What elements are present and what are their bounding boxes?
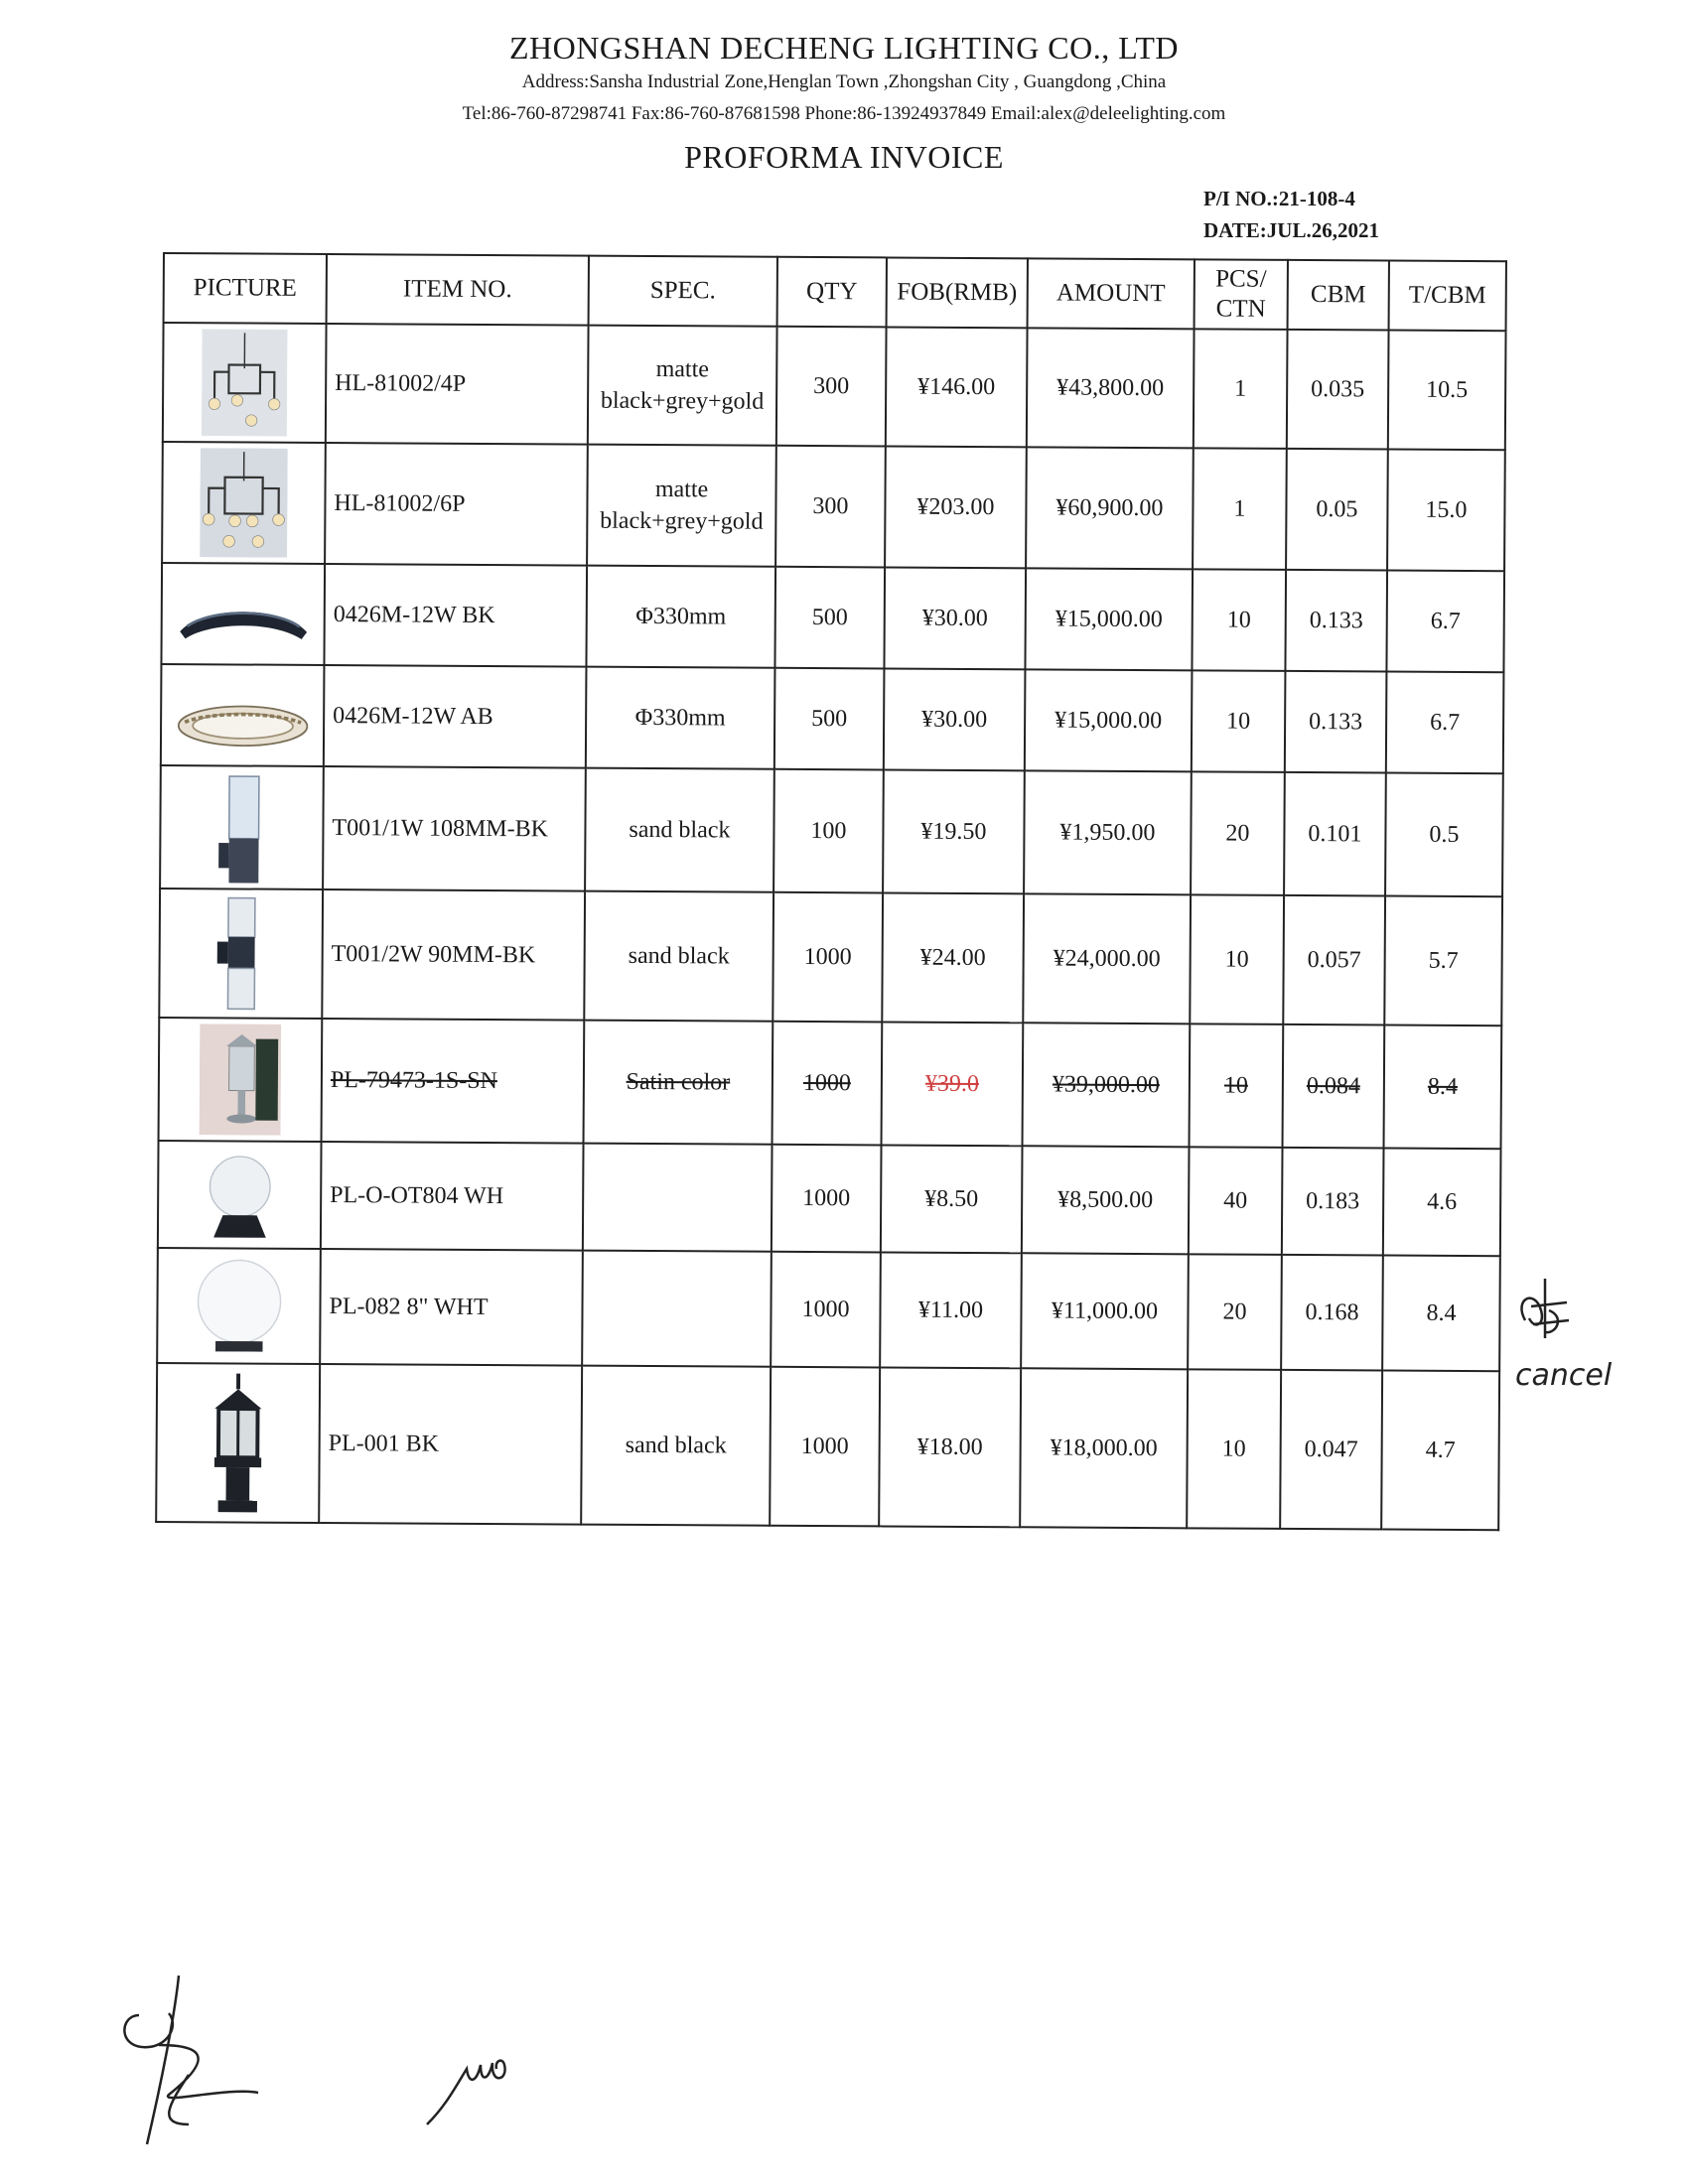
product-picture (162, 442, 326, 564)
amount-cell (1023, 1023, 1191, 1147)
cbm-cell (1285, 570, 1387, 672)
spec-cell (586, 566, 775, 668)
pcs-ctn-cell (1192, 569, 1286, 671)
company-contact: Tel:86-760-87298741 Fax:86-760-87681598 Phone:86-13924937849 Email:alex@deleelighting.com (462, 103, 1226, 124)
header-tcbm: T/CBM (1389, 261, 1506, 332)
fob-cell (885, 446, 1027, 568)
tcbm-cell (1384, 896, 1502, 1026)
item-no-cell (320, 1249, 583, 1366)
fob-cell-text: ¥30.00 (921, 706, 988, 733)
fob-cell (880, 1252, 1022, 1368)
company-address: Address:Sansha Industrial Zone,Henglan Town ,Zhongshan City , Guangdong ,China (521, 71, 1167, 92)
amount-cell (1023, 893, 1191, 1024)
qty-cell-text: 300 (812, 492, 849, 519)
fob-cell-text: ¥24.00 (919, 944, 986, 971)
tcbm-cell-text: 6.7 (1430, 709, 1461, 736)
fob-cell-text: ¥203.00 (916, 493, 995, 520)
cbm-cell-text: 0.168 (1305, 1298, 1359, 1325)
product-picture (157, 1248, 321, 1364)
header-item-no: ITEM NO. (327, 254, 589, 326)
product-picture (163, 323, 327, 443)
tcbm-cell (1387, 450, 1505, 572)
tcbm-cell (1386, 672, 1504, 774)
header-cbm: CBM (1288, 260, 1389, 331)
fob-cell (879, 1367, 1021, 1527)
pcs-ctn-cell-text: 10 (1224, 946, 1249, 973)
product-picture (160, 765, 324, 889)
pi-number: P/I NO.:21-108-4 (1203, 187, 1355, 210)
item-no-cell (319, 1364, 582, 1525)
item-no-cell-text: PL-O-OT804 WH (330, 1181, 504, 1209)
spec-line-1: Φ330mm (634, 704, 726, 732)
item-no-cell-text: 0426M-12W BK (333, 601, 495, 628)
cbm-cell (1283, 895, 1385, 1025)
cbm-cell-text: 0.057 (1307, 946, 1361, 973)
table-row (160, 765, 1503, 896)
fob-cell-text: ¥18.00 (916, 1433, 983, 1460)
globe-lamp-black-base-icon (200, 1147, 279, 1242)
spec-line-1: sand black (628, 942, 730, 970)
qty-cell (773, 1022, 883, 1146)
amount-cell (1026, 447, 1194, 569)
pcs-ctn-cell-text: 10 (1226, 607, 1251, 633)
pcs-ctn-cell (1189, 1147, 1283, 1255)
amount-cell-text: ¥15,000.00 (1055, 605, 1163, 632)
amount-cell-text: ¥18,000.00 (1050, 1433, 1158, 1461)
chandelier-6-light-icon (200, 448, 288, 558)
spec-cell (588, 326, 777, 446)
item-no-cell-text: PL-79473-1S-SN (330, 1066, 498, 1094)
table-row (158, 1141, 1501, 1256)
qty-cell (773, 892, 883, 1023)
fob-cell-text: ¥146.00 (917, 373, 996, 400)
fob-cell (883, 769, 1025, 893)
item-no-cell (322, 889, 585, 1021)
cbm-cell (1286, 449, 1388, 571)
amount-cell-text: ¥8,500.00 (1057, 1186, 1154, 1213)
tcbm-cell-text: 0.5 (1429, 821, 1460, 848)
tcbm-cell (1388, 331, 1506, 451)
cbm-cell (1282, 1148, 1384, 1256)
item-no-cell-text: T001/1W 108MM-BK (332, 814, 549, 842)
cbm-cell-text: 0.133 (1309, 607, 1363, 633)
cbm-cell-text: 0.05 (1316, 495, 1358, 522)
product-picture (161, 563, 325, 665)
document-title: PROFORMA INVOICE (684, 139, 1004, 175)
pillar-lamp-icon (200, 1024, 282, 1135)
fob-cell-text: ¥30.00 (921, 605, 988, 631)
spec-line-1: sand black (625, 1432, 727, 1459)
amount-cell-text: ¥39,000.00 (1052, 1070, 1160, 1098)
item-no-cell (324, 665, 587, 768)
spec-cell (582, 1251, 772, 1367)
header-qty: QTY (777, 257, 887, 328)
qty-cell (772, 1145, 882, 1253)
tcbm-cell (1385, 773, 1503, 897)
item-no-cell-text: HL-81002/6P (334, 489, 466, 517)
amount-cell-text: ¥24,000.00 (1053, 944, 1161, 972)
pcs-ctn-cell (1192, 670, 1286, 772)
header-amount: AMOUNT (1028, 258, 1195, 329)
item-no-cell (325, 443, 588, 566)
wall-lamp-double-icon (198, 894, 285, 1013)
tcbm-cell (1384, 1025, 1502, 1150)
cbm-cell-text: 0.133 (1309, 708, 1363, 735)
cbm-cell (1287, 330, 1389, 450)
item-no-cell (322, 1019, 585, 1144)
qty-cell (776, 327, 887, 447)
amount-cell (1021, 1253, 1189, 1369)
amount-cell-text: ¥1,950.00 (1059, 819, 1156, 846)
item-no-cell-text: PL-001 BK (328, 1430, 440, 1457)
pcs-ctn-cell-text: 1 (1233, 495, 1246, 522)
pcs-ctn-cell-text: 20 (1222, 1298, 1247, 1325)
item-no-cell (323, 766, 586, 891)
table-row (156, 1363, 1499, 1530)
invoice-table (155, 252, 1507, 1531)
fob-cell (884, 567, 1026, 669)
tcbm-cell (1386, 571, 1504, 673)
fob-cell-text: ¥19.50 (920, 818, 987, 845)
tcbm-cell-text: 4.7 (1425, 1436, 1456, 1463)
spec-line-2: black+grey+gold (600, 387, 765, 415)
spec-cell (581, 1366, 771, 1526)
qty-cell-text: 100 (810, 817, 847, 844)
header-fob: FOB(RMB) (887, 257, 1028, 328)
tcbm-cell (1381, 1371, 1499, 1531)
qty-cell-text: 1000 (801, 1296, 850, 1322)
header-pcs-ctn-line1: PCS/ (1215, 265, 1267, 293)
qty-cell (774, 668, 885, 770)
cbm-cell (1285, 671, 1387, 773)
table-row (161, 664, 1504, 773)
item-no-cell-text: T001/2W 90MM-BK (331, 940, 536, 968)
cbm-cell (1281, 1255, 1383, 1371)
amount-cell (1022, 1146, 1190, 1254)
globe-lamp-white-icon (195, 1254, 284, 1358)
ceiling-lamp-black-icon (176, 569, 311, 659)
spec-line-1: Satin color (626, 1068, 731, 1096)
amount-cell-text: ¥43,800.00 (1056, 374, 1165, 401)
header-picture: PICTURE (164, 253, 327, 324)
qty-cell-text: 500 (811, 705, 848, 732)
wall-lamp-single-icon (201, 771, 283, 883)
tcbm-cell-text: 15.0 (1425, 496, 1468, 523)
item-no-cell-text: PL-082 8" WHT (329, 1293, 489, 1320)
fob-cell-text: ¥8.50 (924, 1185, 979, 1212)
qty-cell-text: 1000 (800, 1433, 849, 1459)
qty-cell-text: 1000 (802, 1069, 851, 1096)
signature-1-icon (109, 1976, 308, 2174)
qty-cell (771, 1252, 881, 1368)
amount-cell (1025, 669, 1193, 771)
tcbm-cell (1382, 1256, 1500, 1372)
amount-cell (1020, 1368, 1188, 1528)
qty-cell-text: 300 (813, 372, 850, 399)
pcs-ctn-cell (1187, 1369, 1281, 1529)
product-picture (158, 1141, 322, 1249)
spec-cell (585, 768, 774, 892)
qty-cell (775, 446, 886, 568)
qty-cell-text: 500 (811, 604, 848, 630)
tcbm-cell-text: 4.6 (1427, 1188, 1458, 1215)
cbm-cell-text: 0.084 (1306, 1072, 1360, 1099)
pcs-ctn-cell (1191, 771, 1285, 895)
spec-line-1: matte (655, 355, 710, 382)
chandelier-4-light-icon (202, 329, 288, 437)
pcs-ctn-cell-text: 10 (1221, 1435, 1246, 1462)
pcs-ctn-cell (1190, 894, 1284, 1024)
product-picture (156, 1363, 320, 1523)
cbm-cell-text: 0.183 (1306, 1187, 1360, 1214)
amount-cell (1024, 770, 1192, 894)
header-pcs-ctn-line2: CTN (1215, 295, 1266, 323)
tcbm-cell-text: 5.7 (1428, 947, 1459, 974)
fob-cell-text: ¥11.00 (917, 1297, 984, 1323)
cbm-cell (1283, 1024, 1385, 1149)
cbm-cell (1280, 1370, 1382, 1530)
pcs-ctn-cell-text: 40 (1223, 1187, 1248, 1214)
table-row (159, 1018, 1502, 1149)
spec-line-1: Φ330mm (635, 603, 727, 630)
fob-cell (881, 1145, 1023, 1253)
amount-cell (1025, 568, 1193, 670)
pcs-ctn-cell-text: 10 (1223, 1072, 1248, 1099)
spec-cell (587, 445, 776, 567)
table-row (161, 563, 1504, 672)
company-name: ZHONGSHAN DECHENG LIGHTING CO., LTD (508, 30, 1180, 66)
table-row (157, 1248, 1500, 1371)
pcs-ctn-cell (1194, 329, 1288, 449)
header-spec: SPEC. (589, 256, 777, 327)
amount-cell (1027, 328, 1195, 448)
pi-date: DATE:JUL.26,2021 (1203, 218, 1379, 242)
tcbm-cell-text: 8.4 (1426, 1299, 1457, 1326)
signature-2-icon (417, 2025, 526, 2134)
product-picture (159, 1018, 323, 1142)
pcs-ctn-cell-text: 1 (1234, 375, 1247, 402)
cbm-cell-text: 0.101 (1308, 820, 1362, 847)
pcs-ctn-cell (1193, 448, 1287, 570)
product-picture (159, 888, 323, 1019)
handwritten-cancel-note: cancel (1515, 1358, 1613, 1393)
pcs-ctn-cell (1190, 1024, 1284, 1148)
fob-cell (886, 327, 1028, 447)
table-row (163, 323, 1506, 450)
cbm-cell-text: 0.035 (1311, 375, 1365, 402)
pcs-ctn-cell (1188, 1254, 1282, 1370)
qty-cell-text: 1000 (803, 943, 852, 970)
tcbm-cell (1383, 1149, 1501, 1257)
ceiling-lamp-brass-icon (175, 670, 310, 760)
qty-cell (774, 769, 884, 893)
spec-line-1: sand black (629, 816, 731, 844)
amount-cell-text: ¥15,000.00 (1055, 706, 1163, 734)
item-no-cell (326, 324, 589, 445)
fob-cell (884, 668, 1026, 770)
lantern-post-lamp-icon (179, 1369, 297, 1517)
cbm-cell-text: 0.047 (1304, 1435, 1358, 1462)
cbm-cell (1284, 772, 1386, 896)
product-picture (161, 664, 325, 766)
table-row (159, 888, 1502, 1025)
item-no-cell (321, 1142, 584, 1251)
header-pcs-ctn (1195, 259, 1288, 330)
qty-cell (774, 567, 885, 669)
qty-cell-text: 1000 (802, 1184, 851, 1211)
spec-cell (583, 1144, 773, 1252)
cancel-scribble-icon (1505, 1259, 1624, 1437)
amount-cell-text: ¥11,000.00 (1051, 1297, 1159, 1324)
pcs-ctn-cell-text: 20 (1225, 820, 1250, 847)
item-no-cell-text: 0426M-12W AB (333, 702, 493, 730)
fob-cell-text: ¥39.0 (924, 1070, 979, 1097)
qty-cell (770, 1367, 880, 1527)
spec-cell (586, 667, 775, 769)
fob-cell (882, 892, 1024, 1023)
tcbm-cell-text: 6.7 (1430, 608, 1461, 634)
table-row (162, 442, 1505, 571)
item-no-cell (324, 564, 587, 667)
spec-cell (584, 1021, 774, 1145)
tcbm-cell-text: 10.5 (1426, 376, 1469, 403)
pcs-ctn-cell-text: 10 (1226, 708, 1251, 735)
spec-cell (584, 891, 774, 1022)
spec-line-2: black+grey+gold (600, 507, 764, 535)
item-no-cell-text: HL-81002/4P (335, 369, 467, 397)
spec-line-1: matte (654, 476, 709, 502)
amount-cell-text: ¥60,900.00 (1055, 493, 1164, 521)
table-header-row (164, 253, 1506, 331)
fob-cell (882, 1022, 1024, 1146)
tcbm-cell-text: 8.4 (1427, 1073, 1458, 1100)
